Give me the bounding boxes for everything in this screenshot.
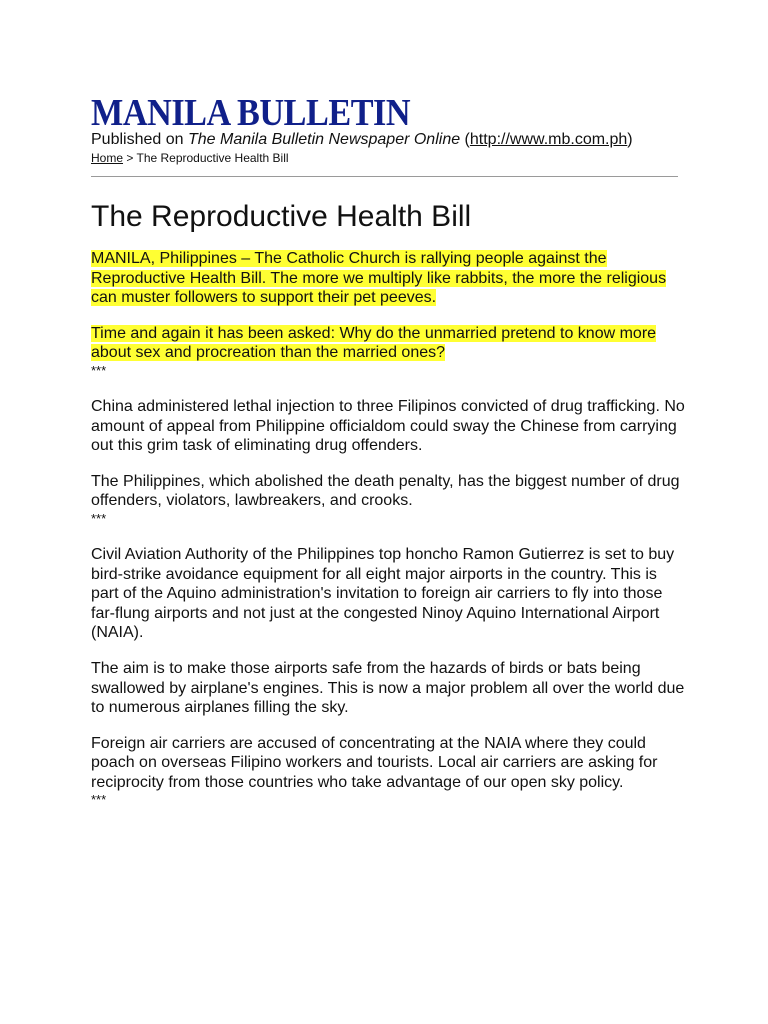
article-paragraph-5: Civil Aviation Authority of the Philippines top honcho Ramon Gutierrez is set to buy bird-strike avoidance equipment for all eight major airports in the country. This is part of the Aquino administration's invitation to foreign air carriers to fly into those far-flung airports and not just at the congested Ninoy Aquino International Airport (NAIA). <box>91 545 675 642</box>
publication-name: The Manila Bulletin Newspaper Online <box>187 131 461 148</box>
article-paragraph-4: The Philippines, which abolished the death penalty, has the biggest number of drug offenders, violators, lawbreakers, and crooks. <box>91 472 680 510</box>
breadcrumb <box>91 150 691 166</box>
section-separator-3: *** <box>91 792 107 808</box>
masthead-logo: MANILA BULLETIN <box>91 92 411 134</box>
article-paragraph-1 <box>91 249 686 308</box>
site-url-link[interactable]: http://www.mb.com.ph <box>469 131 628 148</box>
document-page <box>91 92 691 808</box>
article-paragraph-6: The aim is to make those airports safe from the hazards of birds or bats being swallowed by airplane's engines. This is now a major problem all over the world due to numerous airplanes filling the sky. <box>91 659 685 717</box>
highlighted-text-2: Time and again it has been asked: Why do the unmarried pretend to know more about sex and procreation than the married ones? <box>91 324 657 362</box>
published-prefix: Published on <box>91 131 188 148</box>
header-divider <box>91 176 678 177</box>
article-paragraph-2 <box>91 324 686 363</box>
article-title: The Reproductive Health Bill <box>91 200 472 233</box>
open-paren: ( <box>460 131 470 148</box>
breadcrumb-home-link[interactable]: Home <box>91 151 124 165</box>
section-separator-2: *** <box>91 510 107 526</box>
article-paragraph-7: Foreign air carriers are accused of concentrating at the NAIA where they could poach on overseas Filipino workers and tourists. Local air carriers are asking for reciprocity from those countries who take advantage of our open sky policy. <box>91 734 658 791</box>
breadcrumb-current: The Reproductive Health Bill <box>136 151 289 165</box>
close-paren: ) <box>627 131 633 148</box>
breadcrumb-separator: > <box>123 151 137 165</box>
section-separator-1: *** <box>91 362 107 378</box>
article-paragraph-3: China administered lethal injection to three Filipinos convicted of drug trafficking. No amount of appeal from Philippine officialdom could sway the Chinese from carrying out this grim task of eliminating drug offenders. <box>91 397 685 455</box>
highlighted-text-1: MANILA, Philippines – The Catholic Church is rallying people against the Reproductive Health Bill. The more we multiply like rabbits, the more the religious can muster followers to support their pet peeves. <box>91 250 667 307</box>
